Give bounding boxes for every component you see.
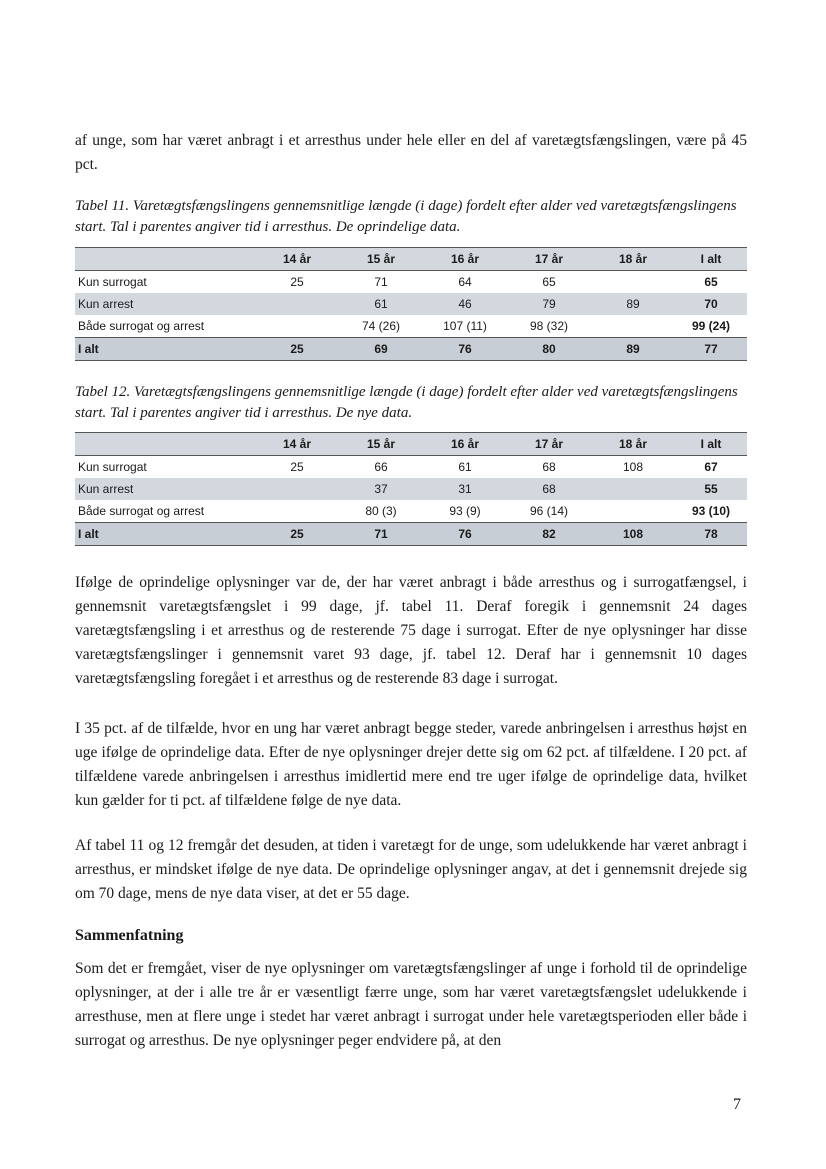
table11-header-cell: 15 år xyxy=(339,248,423,271)
table-cell: 98 (32) xyxy=(529,319,569,333)
total-cell: 65 xyxy=(704,275,718,289)
table-cell xyxy=(255,500,339,523)
table-cell: 107 (11) xyxy=(443,319,487,333)
table12-header-row xyxy=(75,433,747,456)
table11-caption-block xyxy=(75,196,747,238)
table-cell: 68 xyxy=(507,478,591,500)
table-row xyxy=(75,271,747,294)
table12 xyxy=(75,432,747,546)
table-cell: 76 xyxy=(423,523,507,546)
table-cell: 25 xyxy=(255,523,339,546)
row-label: I alt xyxy=(75,338,255,361)
table-row xyxy=(75,500,747,523)
table-row xyxy=(75,478,747,500)
paragraph-1: Ifølge de oprindelige oplysninger var de, der har været anbragt i både arresthus og i surrogatfængsel, i gennemsnit varetægtsfængslet i 99 dage, jf. tabel 11. Deraf foregik i gennemsnit 24 dages varetægtsfængsling i et arresthus og de resterende 75 dage i surrogat. Efter de nye oplysninger har disse varetægtsfængslinger i gennemsnit varet 93 dage, jf. tabel 12. Deraf har i gennemsnit 10 dages varetægtsfængsling foregået i et arresthus og de resterende 83 dage i surrogat. xyxy=(75,574,747,687)
table-cell: 96 (14) xyxy=(529,504,569,518)
table-cell: 37 xyxy=(339,478,423,500)
total-cell: 99 (24) xyxy=(691,319,731,333)
table-cell: 64 xyxy=(458,275,472,289)
table-cell xyxy=(255,478,339,500)
page-number: 7 xyxy=(733,1096,741,1113)
table-cell xyxy=(591,271,675,294)
table11-header-cell: 18 år xyxy=(591,248,675,271)
table-cell xyxy=(591,315,675,338)
table11-caption: Tabel 11. Varetægtsfængslingens gennemsnitlige længde (i dage) fordelt efter alder ved varetægtsfængslingens start. Tal i parentes angiver tid i arresthus. De oprindelige data. xyxy=(75,198,737,235)
table11-block xyxy=(75,247,747,361)
row-label: Kun surrogat xyxy=(78,460,147,474)
section-heading-block xyxy=(75,924,747,948)
table12-caption: Tabel 12. Varetægtsfængslingens gennemsnitlige længde (i dage) fordelt efter alder ved varetægtsfængslingens start. Tal i parentes angiver tid i arresthus. De nye data. xyxy=(75,384,738,421)
total-cell: 78 xyxy=(675,523,747,546)
table12-header-cell: 17 år xyxy=(507,433,591,456)
row-label: I alt xyxy=(75,523,255,546)
intro-paragraph: af unge, som har været anbragt i et arresthus under hele eller en del af varetægtsfængslingen, være på 45 pct. xyxy=(75,132,747,173)
table-total-row xyxy=(75,338,747,361)
table12-header-cell: 16 år xyxy=(423,433,507,456)
paragraph3-block xyxy=(75,834,747,906)
table-row xyxy=(75,293,747,315)
row-label: Både surrogat og arrest xyxy=(78,319,205,333)
table11-header-cell: 16 år xyxy=(423,248,507,271)
intro-paragraph-block xyxy=(75,129,747,177)
table-cell: 108 xyxy=(591,523,675,546)
table-cell: 69 xyxy=(339,338,423,361)
row-label: Både surrogat og arrest xyxy=(78,504,205,518)
table-cell: 65 xyxy=(542,275,556,289)
table-cell: 80 xyxy=(507,338,591,361)
table-cell: 93 (9) xyxy=(449,504,481,518)
table-cell: 76 xyxy=(423,338,507,361)
paragraph2-block xyxy=(75,717,747,813)
table11-header-cell: 14 år xyxy=(255,248,339,271)
table-cell: 25 xyxy=(290,275,304,289)
table-cell: 66 xyxy=(374,460,388,474)
table-cell: 68 xyxy=(542,460,556,474)
table11 xyxy=(75,247,747,361)
table-cell: 31 xyxy=(423,478,507,500)
paragraph-4: Som det er fremgået, viser de nye oplysninger om varetægtsfængslinger af unge i forhold til de oprindelige oplysninger, at der i alle tre år er væsentligt færre unge, som har været varetægtsfængslet udelukkende i arresthuse, men at flere unge i stedet har været anbragt i surrogat under hele varetægtsperioden eller både i surrogat og arresthus. De nye oplysninger peger endvidere på, at den xyxy=(75,960,747,1049)
table11-header-cell: 17 år xyxy=(507,248,591,271)
table-cell: 25 xyxy=(255,338,339,361)
table12-header-cell: 14 år xyxy=(255,433,339,456)
total-cell: 70 xyxy=(675,293,747,315)
table-cell: 82 xyxy=(507,523,591,546)
paragraph-3: Af tabel 11 og 12 fremgår det desuden, at tiden i varetægt for de unge, som udelukkende har været anbragt i arresthus, er mindsket ifølge de nye data. De oprindelige oplysninger angav, at det i gennemsnit drejede sig om 70 dage, mens de nye data viser, at det er 55 dage. xyxy=(75,837,747,902)
table11-header-cell: I alt xyxy=(675,248,747,271)
table-cell: 61 xyxy=(458,460,472,474)
table12-caption-block xyxy=(75,382,747,424)
row-label: Kun arrest xyxy=(75,478,255,500)
table-row xyxy=(75,456,747,479)
paragraph4-block xyxy=(75,957,747,1053)
table-cell xyxy=(255,293,339,315)
table12-header-cell xyxy=(75,433,255,456)
table-total-row xyxy=(75,523,747,546)
paragraph1-block xyxy=(75,571,747,691)
table-cell xyxy=(255,315,339,338)
table-cell: 71 xyxy=(339,523,423,546)
table-cell: 25 xyxy=(290,460,304,474)
table-cell: 80 (3) xyxy=(365,504,397,518)
table-cell: 108 xyxy=(622,460,644,474)
table-cell: 74 (26) xyxy=(361,319,401,333)
row-label: Kun surrogat xyxy=(78,275,147,289)
table-cell: 46 xyxy=(423,293,507,315)
table-cell: 79 xyxy=(507,293,591,315)
table-cell: 89 xyxy=(591,293,675,315)
row-label: Kun arrest xyxy=(75,293,255,315)
table11-header-cell xyxy=(75,248,255,271)
table-cell: 89 xyxy=(591,338,675,361)
paragraph-2: I 35 pct. af de tilfælde, hvor en ung har været anbragt begge steder, varede anbringelsen i arresthus højst en uge ifølge de oprindelige data. Efter de nye oplysninger drejer dette sig om 62 pct. af tilfældene. I 20 pct. af tilfældene varede anbringelsen i arresthus imidlertid mere end tre uger ifølge de oprindelige data, hvilket kun gælder for ti pct. af tilfældene følge de nye data. xyxy=(75,720,747,809)
table11-header-row xyxy=(75,248,747,271)
table-cell xyxy=(591,478,675,500)
table12-block xyxy=(75,432,747,546)
total-cell: 77 xyxy=(675,338,747,361)
table-cell: 61 xyxy=(339,293,423,315)
table-cell: 71 xyxy=(374,275,388,289)
table-cell xyxy=(591,500,675,523)
table12-header-cell: I alt xyxy=(675,433,747,456)
table12-header-cell: 15 år xyxy=(339,433,423,456)
total-cell: 67 xyxy=(704,460,718,474)
section-heading: Sammenfatning xyxy=(75,927,184,944)
total-cell: 93 (10) xyxy=(691,504,731,518)
table12-header-cell: 18 år xyxy=(591,433,675,456)
total-cell: 55 xyxy=(675,478,747,500)
table-row xyxy=(75,315,747,338)
